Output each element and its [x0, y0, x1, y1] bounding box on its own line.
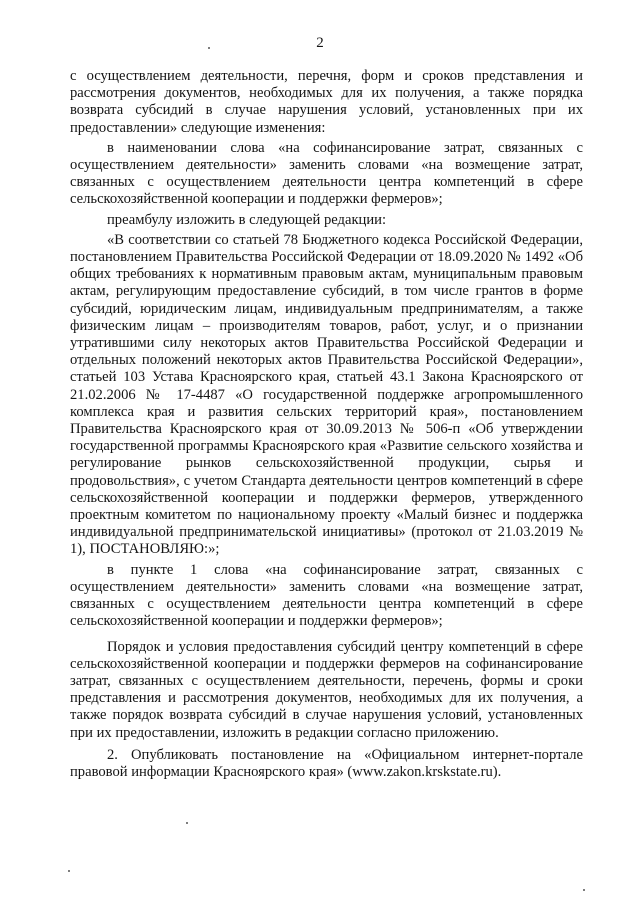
paragraph-procedure: Порядок и условия предоставления субсидий центру компетенций в сфере сельскохозяйственной кооперации и поддержки фермеров на софинансирование затрат, связанных с осуществлением деятельности, перечень, формы и сроки представления и рассмотрения документов, необходимых для их получения, а также порядок возврата субсидий в случае нарушения условий, установленных при их предоставлении, изложить в редакции согласно приложению. [70, 638, 583, 741]
scan-speck [583, 889, 585, 891]
paragraph-preamble-text: «В соответствии со статьей 78 Бюджетного кодекса Российской Федерации, постановлением Правительства Российской Федерации от 18.09.2020 № 1492 «Об общих требованиях к нормативным правовым актам, муниципальным правовым актам, регулирующим предоставление субсидий, в том числе грантов в форме субсидий, юридическим лицам, индивидуальным предпринимателям, а также физическим лицам – производителям товаров, работ, услуг, и о признании утратившими силу некоторых актов Правительства Российской Федерации и отдельных положений некоторых актов Правительства Российской Федерации», статьей 103 Устава Красноярского края, статьей 43.1 Закона Красноярского от 21.02.2006 № 17-4487 «О государственной поддержке агропромышленного комплекса края и развития сельских территорий края», постановлением Правительства Красноярского края от 30.09.2013 № 506-п «Об утверждении государственной программы Красноярского края «Развитие сельского хозяйства и регулирование рынков сельскохозяйственной продукции, сырья и продовольствия», с учетом Стандарта деятельности центров компетенций в сфере сельскохозяйственной кооперации и поддержки фермеров, утвержденного проектным комитетом по национальному проекту «Малый бизнес и поддержка индивидуальной предпринимательской инициативы» (протокол от 21.03.2019 № 1), ПОСТАНОВЛЯЮ:»; [70, 231, 583, 558]
paragraph-publication: 2. Опубликовать постановление на «Официальном интернет-портале правовой информации Красноярского края» (www.zakon.krskstate.ru). [70, 746, 583, 780]
paragraph-preamble-intro: преамбулу изложить в следующей редакции: [107, 211, 387, 228]
scan-speck [68, 870, 70, 872]
paragraph-intro-continuation: с осуществлением деятельности, перечня, форм и сроков представления и рассмотрения документов, необходимых для их получения, а также порядка возврата субсидий в случае нарушения условий, установленных при их предоставлении» следующие изменения: [70, 68, 583, 136]
paragraph-point-1-change: в пункте 1 слова «на софинансирование затрат, связанных с осуществлением деятельности» заменить словами «на возмещение затрат, связанных с осуществлением деятельности центра компетенций в сфере сельскохозяйственной кооперации и поддержки фермеров»; [70, 561, 583, 630]
scan-speck [186, 822, 188, 824]
document-body [70, 68, 583, 781]
scan-speck [208, 47, 210, 49]
page-number: 2 [316, 35, 324, 51]
paragraph-title-change: в наименовании слова «на софинансирование затрат, связанных с осуществлением деятельности» заменить словами «на возмещение затрат, связанных с осуществлением деятельности центра компетенций в сфере сельскохозяйственной кооперации и поддержки фермеров»; [70, 139, 583, 208]
